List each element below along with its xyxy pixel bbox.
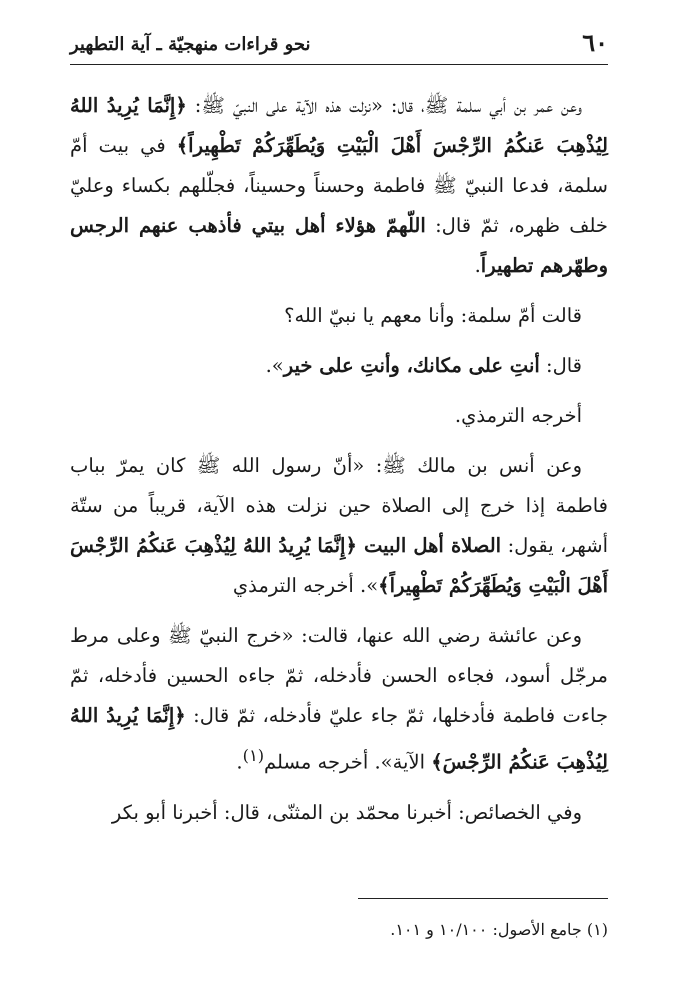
body-paragraph xyxy=(70,396,608,436)
paragraph-text: وعن عمر بن أبي سلمة ﷺ، قال: «نزلت هذه الآية على النبيّ ﷺ: xyxy=(186,94,583,117)
paragraph-text: في بيت أمّ سلمة، فدعا النبيّ ﷺ فاطمة وحسناً وحسيناً، فجلّلهم بكساء وعليّ خلف ظهره، ثمّ قال: xyxy=(70,134,608,237)
emphasized-text: ﴿إِنَّمَا يُرِيدُ اللهُ لِيُذْهِبَ عَنكُمُ الرِّجْسَ أَهْلَ الْبَيْتِ وَيُطَهِّرَكُمْ تَطْهِيراً﴾ xyxy=(70,94,608,157)
paragraph-text: أخرجه الترمذي. xyxy=(454,404,582,427)
body-paragraph xyxy=(70,346,608,386)
paragraph-text: قال: xyxy=(539,354,582,377)
footnote: (١) جامع الأصول: ١٠/١٠٠ و ١٠١. xyxy=(390,920,608,939)
footnote-divider xyxy=(358,898,608,899)
page-number: ٦٠ xyxy=(582,28,608,57)
paragraph-text: . xyxy=(474,254,481,277)
body-paragraph xyxy=(70,793,608,833)
running-title: نحو قراءات منهجيّة ـ آية التطهير xyxy=(70,34,311,55)
body-paragraph xyxy=(70,296,608,336)
paragraph-text: الآية». أخرجه مسلم xyxy=(264,750,432,774)
emphasized-text: الصلاة أهل البيت ﴿إِنَّمَا يُرِيدُ اللهُ لِيُذْهِبَ عَنكُمُ الرِّجْسَ أَهْلَ الْبَيْتِ وَيُطَهِّرَكُمْ تَطْهِيراً﴾ xyxy=(70,534,608,597)
body-paragraph xyxy=(70,616,608,783)
emphasized-text: اللّهمّ هؤلاء أهل بيتي فأذهب عنهم الرجس وطهّرهم تطهيراً xyxy=(70,214,608,277)
page-body xyxy=(70,86,608,843)
paragraph-text: وفي الخصائص: أخبرنا محمّد بن المثنّى، قال: أخبرنا أبو بكر xyxy=(111,800,582,824)
paragraph-text: قالت أمّ سلمة: وأنا معهم يا نبيّ الله؟ xyxy=(284,304,582,327)
paragraph-text: ». xyxy=(265,354,284,377)
emphasized-text: أنتِ على مكانك، وأنتِ على خير xyxy=(283,354,540,377)
paragraph-text: ». أخرجه الترمذي xyxy=(232,574,379,597)
paragraph-text: . xyxy=(236,750,243,774)
page-header xyxy=(70,28,608,65)
footnote-marker: (١) xyxy=(242,746,265,765)
emphasized-text: ﴿إِنَّمَا يُرِيدُ اللهُ لِيُذْهِبَ عَنكُمُ الرِّجْسَ﴾ xyxy=(70,704,608,774)
paragraph-text: وعن أنس بن مالك ﷺ: «أنّ رسول الله ﷺ كان يمرّ بباب فاطمة إذا خرج إلى الصلاة حين نزلت هذه الآية، قريباً من ستّة أشهر، يقول: xyxy=(70,454,608,557)
body-paragraph xyxy=(70,446,608,606)
paragraph-text: وعن عائشة رضي الله عنها، قالت: «خرج النبيّ ﷺ وعلى مرط مرجّل أسود، فجاءه الحسن فأدخله، ثمّ جاءه الحسين فأدخله، ثمّ جاءت فاطمة فأدخلها، ثمّ جاء عليّ فأدخله، ثمّ قال: xyxy=(70,624,609,727)
body-paragraph xyxy=(70,86,608,286)
